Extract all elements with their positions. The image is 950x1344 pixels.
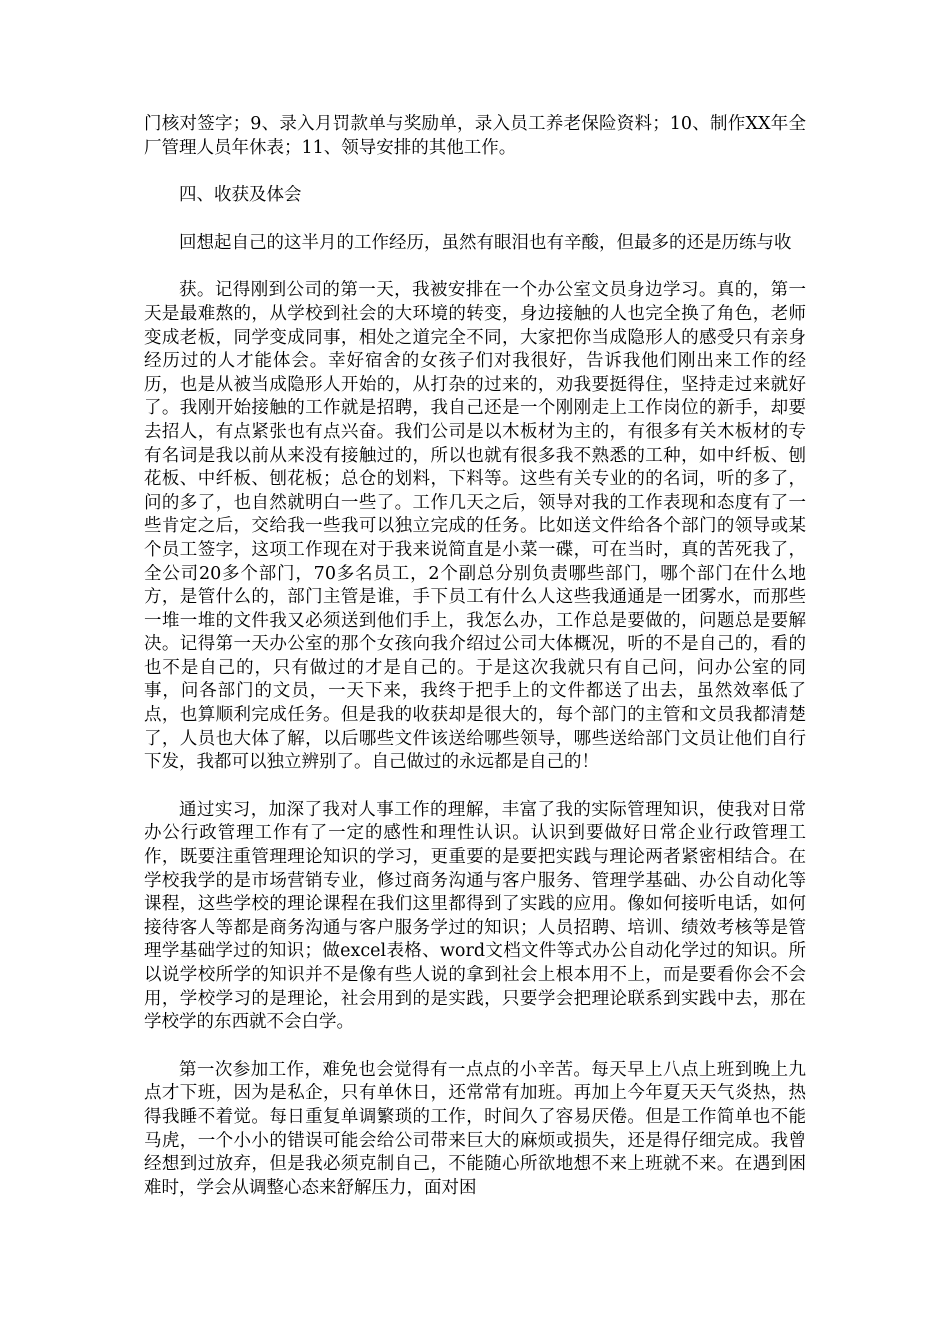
paragraph-first-job-hardship: 第一次参加工作，难免也会觉得有一点点的小辛苦。每天早上八点上班到晚上九点才下班，因为是私企，只有单休日，还常常有加班。再加上今年夏天天气炎热，热得我睡不着觉。每日重复单调繁琐的工作，时间久了容易厌倦。但是工作简单也不能马虎，一个小小的错误可能会给公司带来巨大的麻烦或损失，还是得仔细完成。我曾经想到过放弃，但是我必须克制自己，不能随心所欲地想不来上班就不来。在遇到困难时，学会从调整心态来舒解压力，面对困 (144, 1059, 806, 1198)
paragraph-first-day: 获。记得刚到公司的第一天，我被安排在一个办公室文员身边学习。真的，第一天是最难熬的，从学校到社会的大环境的转变，身边接触的人也完全换了角色，老师变成老板，同学变成同事，相处之道完全不同，大家把你当成隐形人的感受只有亲身经历过的人才能体会。幸好宿舍的女孩子们对我很好，告诉我他们刚出来工作的经历，也是从被当成隐形人开始的，从打杂的过来的，劝我要挺得住，坚持走过来就好了。我刚开始接触的工作就是招聘，我自己还是一个刚刚走上工作岗位的新手，却要去招人，有点紧张也有点兴奋。我们公司是以木板材为主的，有很多有关木板材的专有名词是我以前从来没有接触过的，所以也就有很多我不熟悉的工种，如中纤板、刨花板、中纤板、刨花板；总仓的划料，下料等。这些有关专业的的名词，听的多了，问的多了，也自然就明白一些了。工作几天之后，领导对我的工作表现和态度有了一些肯定之后，交给我一些我可以独立完成的任务。比如送文件给各个部门的领导或某个员工签字，这项工作现在对于我来说简直是小菜一碟，可在当时，真的苦死我了，全公司20多个部门，70多名员工，2个副总分别负责哪些部门，哪个部门在什么地方，是管什么的，部门主管是谁，手下员工有什么人这些我通通是一团雾水，而那些一堆一堆的文件我又必须送到他们手上，我怎么办，工作总是要做的，问题总是要解决。记得第一天办公室的那个女孩向我介绍过公司大体概况，听的不是自己的，看的也不是自己的，只有做过的才是自己的。于是这次我就只有自己问，问办公室的同事，问各部门的文员，一天下来，我终于把手上的文件都送了出去，虽然效率低了点，也算顺利完成任务。但是我的收获却是很大的，每个部门的主管和文员我都清楚了，人员也大体了解，以后哪些文件该送给哪些领导，哪些送给部门文员让他们自行下发，我都可以独立辨别了。自己做过的永远都是自己的！ (144, 280, 806, 773)
paragraph-work-list: 门核对签字；9、录入月罚款单与奖励单，录入员工养老保险资料；10、制作XX年全厂管理人员年休表；11、领导安排的其他工作。 (144, 114, 806, 158)
document-body (144, 113, 806, 1200)
paragraph-recollection-intro: 回想起自己的这半月的工作经历，虽然有眼泪也有辛酸，但最多的还是历练与收 (179, 232, 792, 253)
section-heading: 四、收获及体会 (179, 185, 302, 206)
paragraph-internship-learning: 通过实习，加深了我对人事工作的理解，丰富了我的实际管理知识，使我对日常办公行政管理工作有了一定的感性和理性认识。认识到要做好日常企业行政管理工作，既要注重管理理论知识的学习，更重要的是要把实践与理论两者紧密相结合。在学校我学的是市场营销专业，修过商务沟通与客户服务、管理学基础、办公自动化等课程，这些学校的理论课程在我们这里都得到了实践的应用。像如何接听电话，如何接待客人等都是商务沟通与客户服务学过的知识；人员招聘、培训、绩效考核等是管理学基础学过的知识；做excel表格、word文档文件等式办公自动化学过的知识。所以说学校所学的知识并不是像有些人说的拿到社会上根本用不上，而是要看你会不会用，学校学习的是理论，社会用到的是实践，只要学会把理论联系到实践中去，那在学校学的东西就不会白学。 (144, 799, 806, 1033)
